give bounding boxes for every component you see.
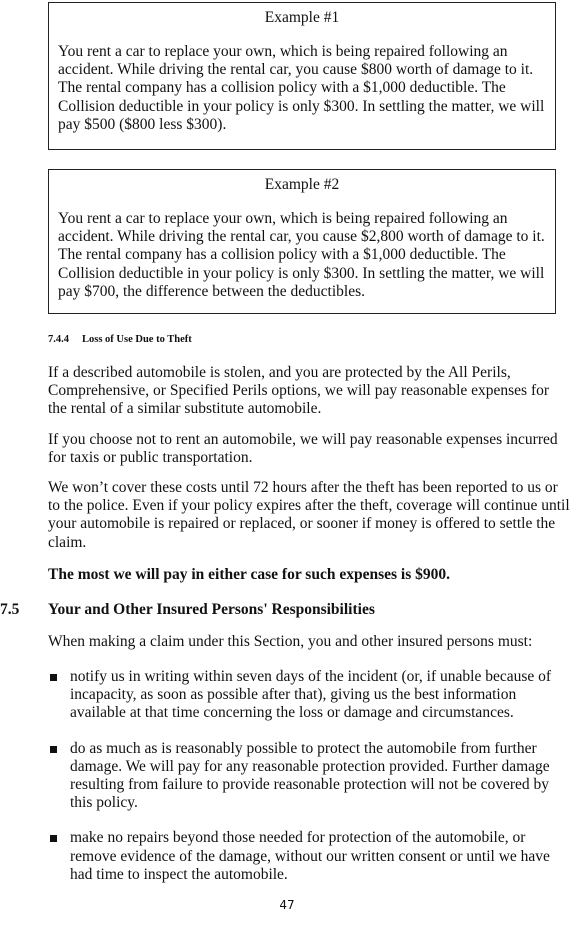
subsection-heading (48, 334, 192, 345)
square-bullet-icon (50, 746, 57, 753)
example-1-title: Example #1 (264, 9, 340, 26)
example-1-body: You rent a car to replace your own, which is being repaired following an accident. While driving the rental car, you cause $800 worth of damage to it. The rental company has a collision policy with a $1,000 deductible. The Collision deductible in your policy is only $300. In settling the matter, we will pay $500 ($800 less $300). (58, 43, 545, 133)
list-item-text: make no repairs beyond those needed for protection of the automobile, or remove evidence of the damage, without our written consent or until we have had time to inspect the automobile. (70, 829, 550, 883)
example-1-box (48, 2, 556, 150)
section-number: 7.5 (0, 601, 20, 618)
list-item-text: notify us in writing within seven days of the incident (or, if unable because of incapacity, as soon as possible after that), giving us the best information available at that time concerning the loss or damage and circumstances. (70, 668, 552, 722)
section-heading (0, 601, 375, 619)
subsection-number: 7.4.4 (48, 334, 69, 345)
paragraph-maximum-900: The most we will pay in either case for such expenses is $900. (48, 566, 450, 583)
section-title: Your and Other Insured Persons' Responsibilities (48, 601, 375, 618)
section-intro: When making a claim under this Section, you and other insured persons must: (48, 633, 533, 650)
list-item (48, 740, 570, 813)
list-item (48, 668, 570, 723)
responsibilities-list (48, 668, 570, 901)
page-number: 47 (279, 898, 295, 912)
paragraph-72-hours: We won’t cover these costs until 72 hours after the theft has been reported to us or to the police. Even if your policy expires after the theft, coverage will continue until your automobile is repaired or replaced, or sooner if money is offered to settle the claim. (48, 479, 570, 551)
example-2-body: You rent a car to replace your own, which is being repaired following an accident. While driving the rental car, you cause $2,800 worth of damage to it. The rental company has a collision policy with a $1,000 deductible. The Collision deductible in your policy is only $300. In settling the matter, we will pay $700, the difference between the deductibles. (58, 210, 545, 300)
example-2-title: Example #2 (264, 176, 340, 193)
example-2-box (48, 169, 556, 314)
list-item (48, 829, 570, 884)
square-bullet-icon (50, 835, 57, 842)
square-bullet-icon (50, 674, 57, 681)
list-item-text: do as much as is reasonably possible to protect the automobile from further damage. We will pay for any reasonable protection provided. Further damage resulting from failure to provide reasonable protection will not be covered by this policy. (70, 739, 550, 812)
paragraph-taxis: If you choose not to rent an automobile, we will pay reasonable expenses incurred for taxis or public transportation. (48, 431, 558, 467)
subsection-title: Loss of Use Due to Theft (82, 334, 192, 345)
paragraph-rental-expenses: If a described automobile is stolen, and you are protected by the All Perils, Comprehensive, or Specified Perils options, we will pay reasonable expenses for the rental of a similar substitute automobile. (48, 364, 550, 418)
